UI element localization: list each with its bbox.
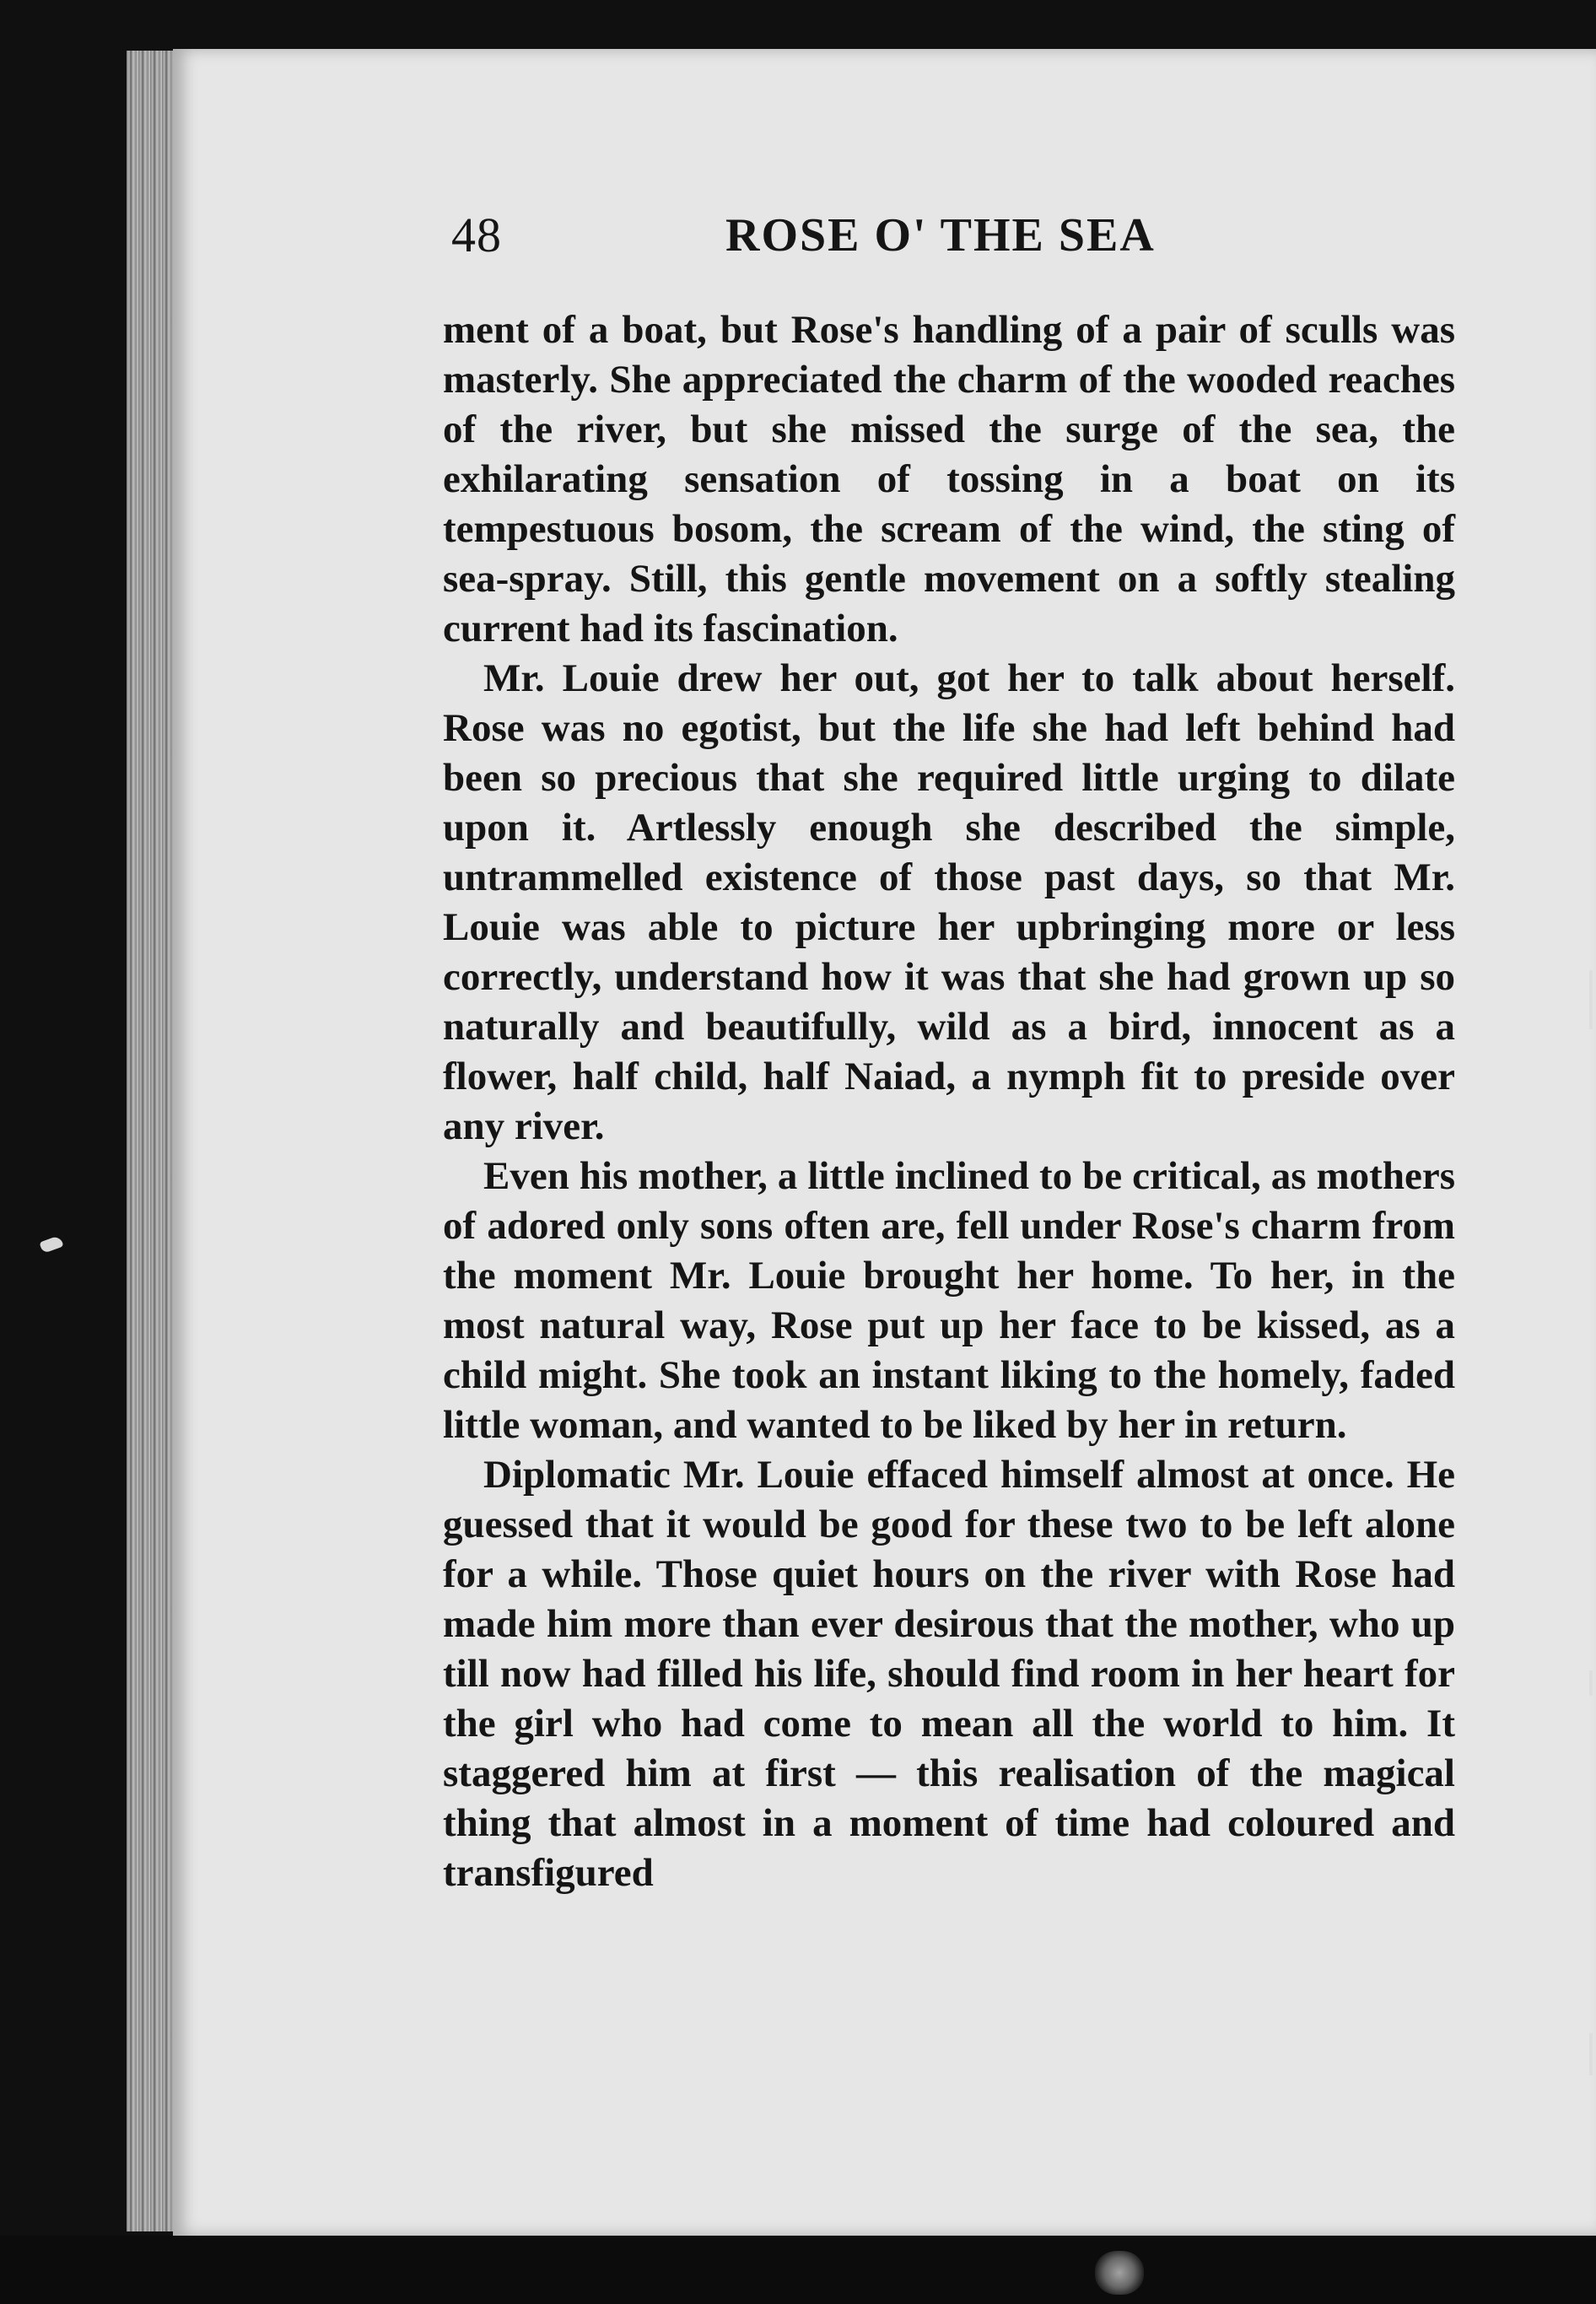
running-title: ROSE O' THE SEA (725, 209, 1156, 262)
running-head (443, 207, 1455, 274)
paragraph-1: ment of a boat, but Rose's handling of a pair of sculls was masterly. She appreciated the charm of the wooded reaches of the river, but she missed the surge of the sea, the exhilarating sensation of tossing in a boat on its tempestuous bosom, the scream of the wind, the sting of sea-spray. Still, this gentle movement on a softly stealing current had its fascination. (443, 308, 1455, 650)
scan-bottom-border (0, 2236, 1596, 2304)
scan-artifact-mark (39, 1235, 63, 1254)
paragraph-2: Mr. Louie drew her out, got her to talk about herself. Rose was no egotist, but the life she had left behind had been so precious that she required little urging to dilate upon it. Artlessly enough she described the simple, untrammelled existence of those past days, so that Mr. Louie was able to picture her upbringing more or less correctly, understand how it was that she had grown up so naturally and beautifully, wild as a bird, innocent as a flower, half child, half Naiad, a nymph fit to preside over any river. (443, 656, 1455, 1148)
scan-edge-tick (1589, 970, 1593, 1029)
paragraph-3: Even his mother, a little inclined to be critical, as mothers of adored only sons often are, fell under Rose's charm from the moment Mr. Louie brought her home. To her, in the most natural way, Rose put up her face to be kissed, as a child might. She took an instant liking to the homely, faded little woman, and wanted to be liked by her in return. (443, 1154, 1455, 1447)
page-number: 48 (451, 208, 502, 262)
scan-edge-tick (1589, 2033, 1593, 2075)
body-text (443, 305, 1455, 1898)
scan-edge-tick (1589, 1670, 1593, 1696)
scan-smudge (1095, 2251, 1144, 2295)
paragraph-4: Diplomatic Mr. Louie effaced himself almost at once. He guessed that it would be good for these two to be left alone for a while. Those quiet hours on the river with Rose had made him more than ever desirous that the mother, who up till now had filled his life, should find room in her heart for the girl who had come to mean all the world to him. It staggered him at first — this realisation of the magical thing that almost in a moment of time had coloured and transfigured (443, 1453, 1455, 1895)
